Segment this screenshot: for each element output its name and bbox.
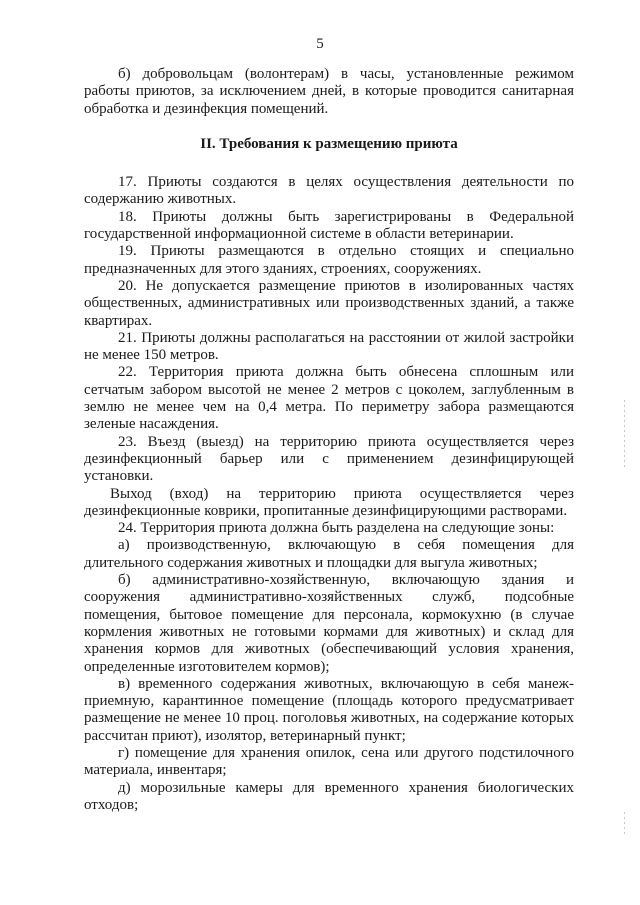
intro-paragraph: б) добровольцам (волонтерам) в часы, установленные режимом работы приютов, за исключением дней, в которые проводится санитарная обработка и дезинфекция помещений. [84,66,574,117]
paragraph-17: 17. Приюты создаются в целях осуществления деятельности по содержанию животных. [84,174,574,208]
paragraph-23: 23. Въезд (выезд) на территорию приюта осуществляется через дезинфекционный барьер или с применением дезинфицирующей установки. [84,433,574,485]
document-body [84,66,574,814]
paragraph-24-g: г) помещение для хранения опилок, сена или другого подстилочного материала, инвентаря; [84,744,574,779]
section-title: II. Требования к размещению приюта [200,135,458,152]
paragraph-18: 18. Приюты должны быть зарегистрированы в Федеральной государственной информационной системе в области ветеринарии. [84,208,574,243]
paragraph-24: 24. Территория приюта должна быть разделена на следующие зоны: [118,520,555,537]
scan-margin-mark [624,400,625,470]
paragraph-22: 22. Территория приюта должна быть обнесена сплошным или сетчатым забором высотой не менее 2 метров с цоколем, заглубленным в землю не менее чем на 0,4 метра. По периметру забора размещаются зеленые насаждения. [84,364,574,433]
paragraph-21: 21. Приюты должны располагаться на расстоянии от жилой застройки не менее 150 метров. [84,329,574,364]
page-number: 5 [316,36,324,52]
paragraph-24-b: б) административно-хозяйственную, включающую здания и сооружения административно-хозяйственных служб, подсобные помещения, бытовое помещение для персонала, кормокухню (в случае кормления животных не готовыми кормами для животных) и склад для хранения кормов для животных (обеспечивающий условия хранения, определенные изготовителем кормов); [84,572,574,675]
paragraph-19: 19. Приюты размещаются в отдельно стоящих и специально предназначенных для этого зданиях, строениях, сооружениях. [84,243,574,277]
paragraph-20: 20. Не допускается размещение приютов в изолированных частях общественных, административных или производственных зданий, а также квартирах. [84,277,574,329]
paragraph-24-d: д) морозильные камеры для временного хранения биологических отходов; [84,779,574,813]
paragraph-24-a: а) производственную, включающую в себя помещения для длительного содержания животных и площадки для выгула животных; [84,537,574,571]
paragraph-exit-entry: Выход (вход) на территорию приюта осуществляется через дезинфекционные коврики, пропитанные дезинфицирующими растворами. [84,485,574,519]
scan-margin-mark [624,812,625,834]
paragraph-24-v: в) временного содержания животных, включающую в себя манеж-приемную, карантинное помещение (площадь которого предусматривает размещение не менее 10 проц. поголовья животных, на содержание которых рассчитан приют), изолятор, ветеринарный пункт; [84,675,574,744]
